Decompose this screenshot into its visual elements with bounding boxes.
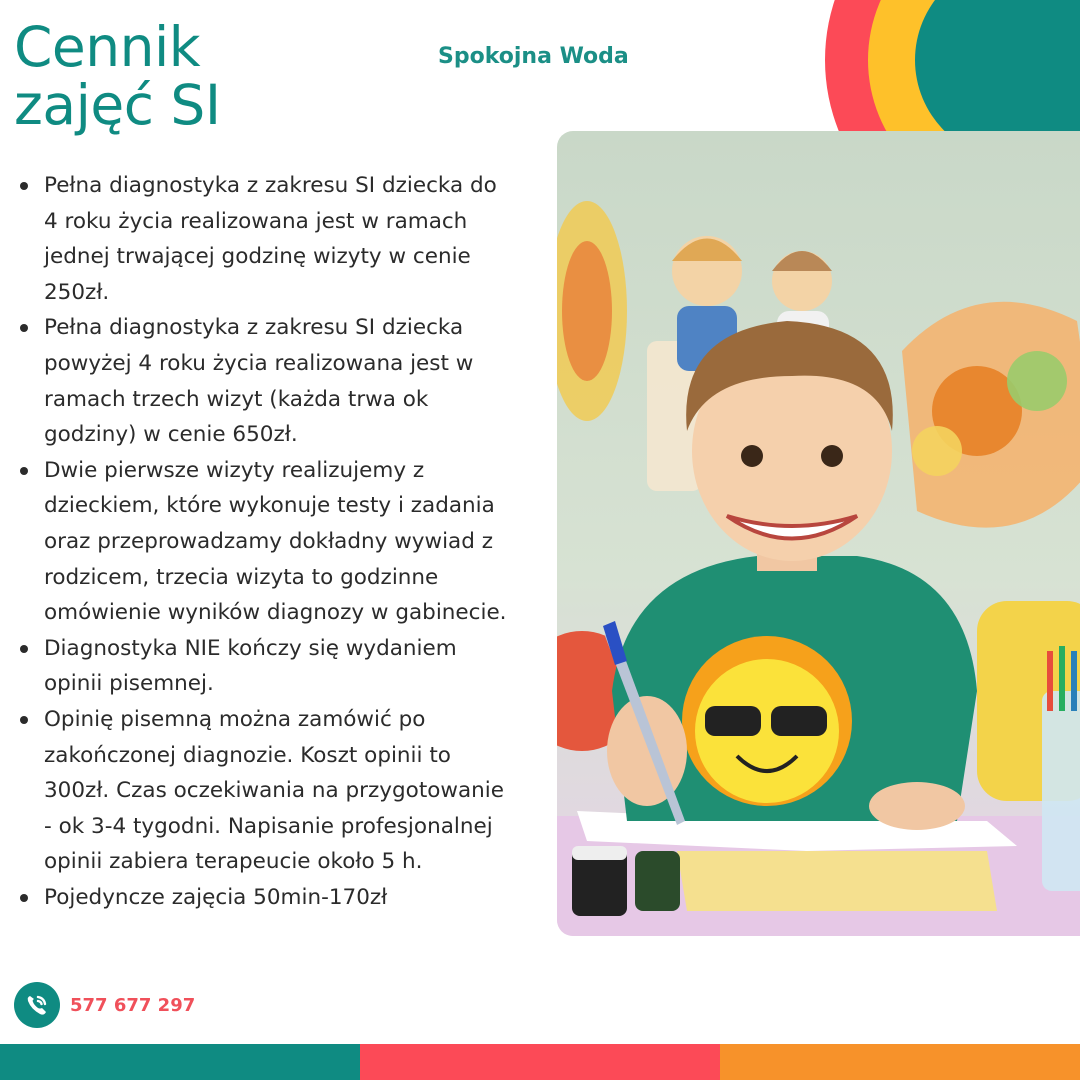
phone-number[interactable]: 577 677 297 <box>70 994 196 1016</box>
bullet-icon <box>20 324 28 332</box>
list-item <box>14 880 514 916</box>
list-item <box>14 310 514 452</box>
bullet-icon <box>20 894 28 902</box>
list-item-text: Pełna diagnostyka z zakresu SI dziecka do 4 roku życia realizowana jest w ramach jednej trwającej godzinę wizyty w cenie 250zł. <box>44 173 497 305</box>
phone-icon[interactable] <box>14 982 60 1028</box>
price-list <box>14 168 514 915</box>
list-item <box>14 702 514 880</box>
bullet-icon <box>20 645 28 653</box>
list-item-text: Opinię pisemną można zamówić po zakończonej diagnozie. Koszt opinii to 300zł. Czas oczekiwania na przygotowanie - ok 3-4 tygodni. Napisanie profesjonalnej opinii zabiera terapeucie około 5 h. <box>44 706 504 875</box>
footer-bar-red <box>360 1044 720 1080</box>
photo-illustration <box>557 131 1080 936</box>
list-item <box>14 168 514 310</box>
list-item <box>14 453 514 631</box>
child-drawing-photo <box>557 131 1080 936</box>
bullet-icon <box>20 182 28 190</box>
footer-bar-orange <box>720 1044 1080 1080</box>
list-item-text: Dwie pierwsze wizyty realizujemy z dzieckiem, które wykonuje testy i zadania oraz przeprowadzamy dokładny wywiad z rodzicem, trzecia wizyta to godzinne omówienie wyników diagnozy w gabinecie. <box>44 457 507 626</box>
bullet-icon <box>20 467 28 475</box>
title-line-2: zajęć SI <box>14 73 221 137</box>
contact-row <box>14 980 195 1030</box>
footer-bar-teal <box>0 1044 360 1080</box>
page-title <box>14 15 221 137</box>
phone-glyph <box>23 991 51 1019</box>
list-item-text: Pełna diagnostyka z zakresu SI dziecka powyżej 4 roku życia realizowana jest w ramach trzech wizyt (każda trwa ok godziny) w cenie 650zł. <box>44 315 474 448</box>
footer-color-bar <box>0 1044 1080 1080</box>
list-item <box>14 631 514 702</box>
list-item-text: Pojedyncze zajęcia 50min-170zł <box>44 884 388 910</box>
title-line-1: Cennik <box>14 15 201 79</box>
list-item-text: Diagnostyka NIE kończy się wydaniem opinii pisemnej. <box>44 635 457 697</box>
brand-name: Spokojna Woda <box>438 44 629 69</box>
bullet-icon <box>20 716 28 724</box>
